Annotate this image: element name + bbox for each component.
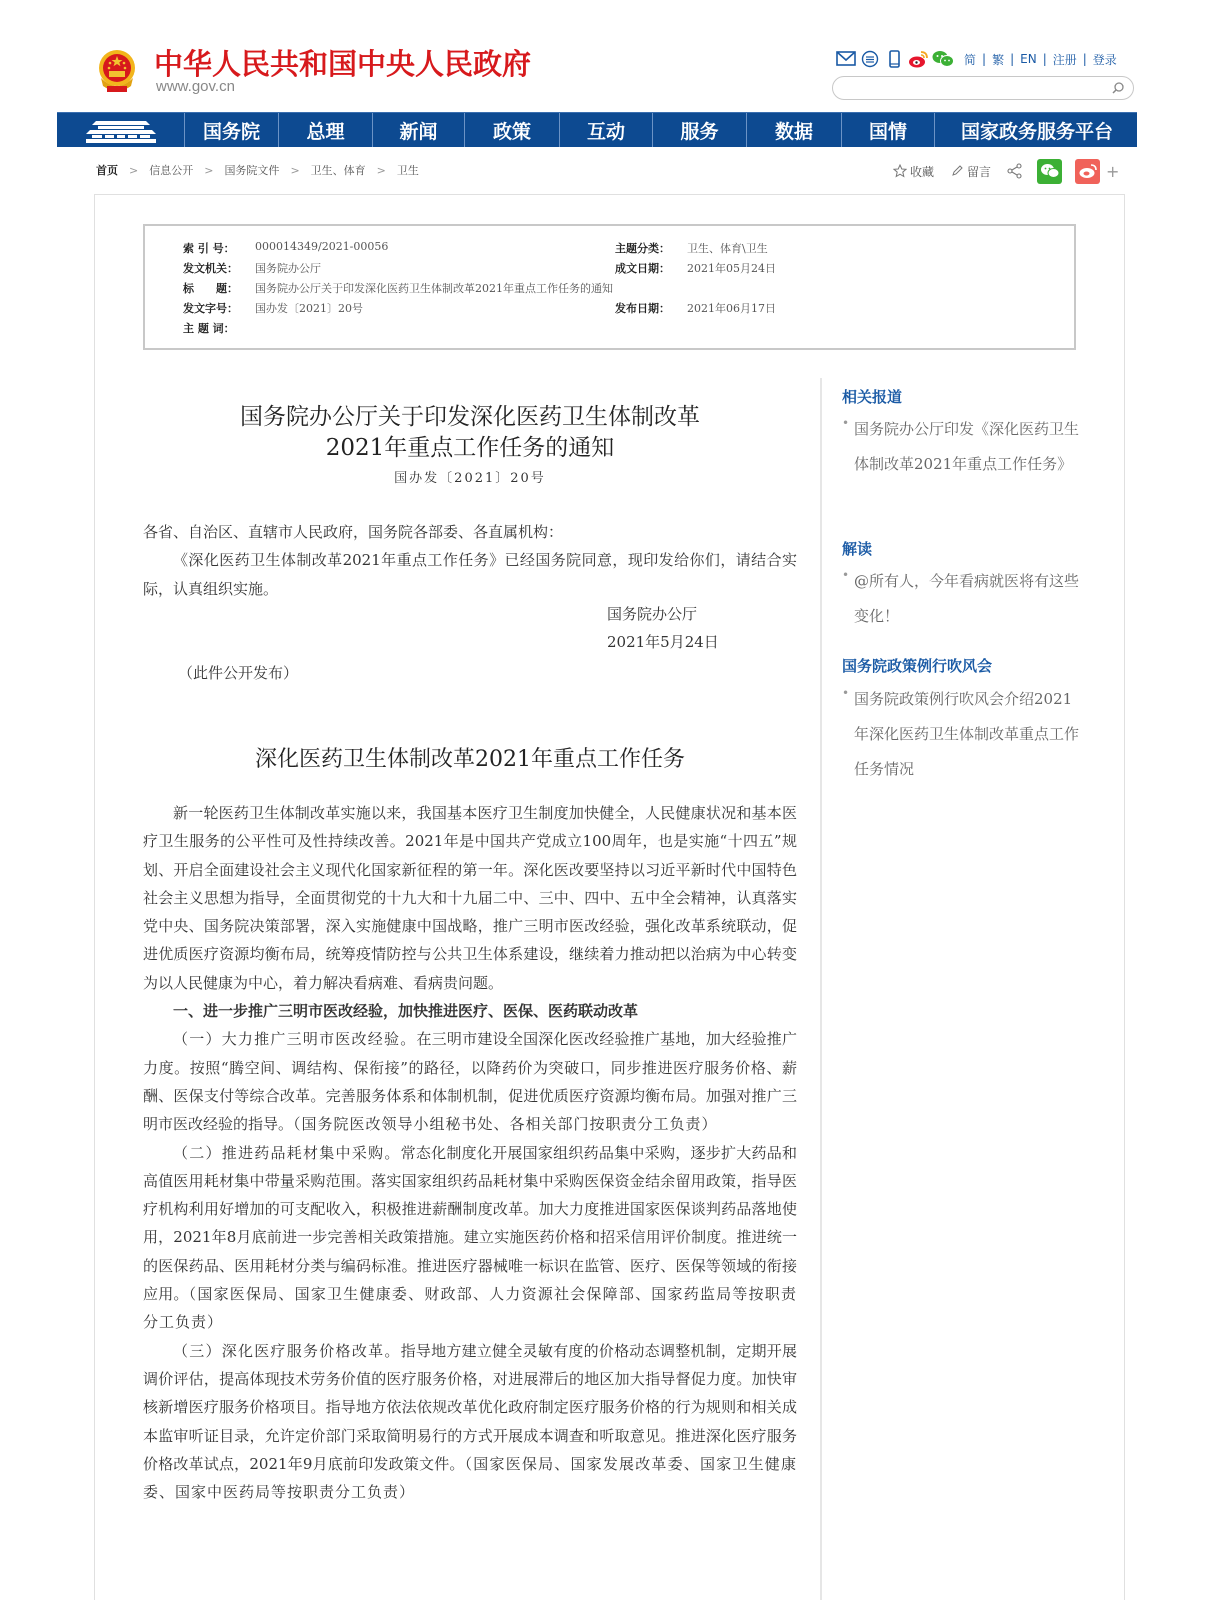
heading-section-1: 一、进一步推广三明市医改经验，加快推进医疗、医保、医药联动改革 (173, 1002, 639, 1021)
sign-date: 2021年5月24日 (607, 633, 719, 651)
sidebar-heading-briefing[interactable]: 国务院政策例行吹风会 (842, 657, 993, 675)
item-2-body: 常态化制度化开展国家组织药品集中采购，逐步扩大药品和高值医用耗材集中带量采购范围。落实国家组织药品耗材集中采购医保资金结余留用政策，指导医疗机构利用好增加的可支配收入，积极推进薪酬制度改革。加大力度推进国家医保谈判药品落地使用，2021年8月底前进一步完善相关政策措施。建立实施医药价格和招采信用评价制度。推进统一的医保药品、医用耗材分类与编码标准。推进医疗器械唯一标识在监管、医疗、医保等领域的衔接应用。 (143, 1143, 797, 1304)
sidebar-link-label: 国务院政策例行吹风会介绍2021年深化医药卫生体制改革重点工作任务情况 (854, 690, 1080, 778)
info-category-value: 卫生、体育\卫生 (687, 242, 768, 255)
info-published-value: 2021年06月17日 (687, 302, 776, 315)
intro-paragraph: 《深化医药卫生体制改革2021年重点工作任务》已经国务院同意，现印发给你们，请结合实际，认真组织实施。 (143, 551, 797, 598)
separator: | (982, 52, 987, 66)
nav-item-gov-service-platform[interactable]: 国家政务服务平台 (961, 121, 1114, 143)
mail-icon[interactable] (836, 50, 856, 68)
sidebar-link-interpretation[interactable] (842, 564, 1087, 634)
bullet: • (842, 416, 850, 430)
info-issuer-value: 国务院办公厅 (255, 262, 321, 275)
sign-org: 国务院办公厅 (607, 605, 698, 623)
item-1-body: 在三明市建设全国深化医改经验推广基地，加大经验推广力度。按照“腾空间、调结构、保衔接”的路径，以降药价为突破口，同步推进医疗服务价格、薪酬、医保支付等综合改革。完善服务体系和体制机制，促进优质医疗资源均衡布局。加强对推广三明市医改经验的指导。 (143, 1030, 797, 1134)
bullet: • (842, 686, 850, 700)
nav-item-policy[interactable]: 政策 (465, 113, 560, 147)
site-header (0, 0, 1217, 110)
info-issuer (183, 260, 321, 276)
item-3-responsible: （国家医保局、国家发展改革委、国家卫生健康委、国家中医药局等按职责分工负责） (143, 1454, 797, 1502)
wechat-icon[interactable] (932, 50, 954, 68)
share-bar (893, 158, 1119, 184)
info-published-date (615, 300, 776, 316)
share-weibo-button[interactable] (1075, 159, 1100, 184)
sidebar-heading-interpretation[interactable]: 解读 (842, 540, 873, 558)
public-note: （此件公开发布） (178, 664, 299, 682)
paragraph-intro: 新一轮医药卫生体制改革实施以来，我国基本医疗卫生制度加快健全，人民健康状况和基本医疗卫生服务的公平性可及性持续改善。2021年是中国共产党成立100周年，也是实施“十四五”规划、开启全面建设社会主义现代化国家新征程的第一年。深化医改要坚持以习近平新时代中国特色社会主义思想为指导，全面贯彻党的十九大和十九届二中、三中、四中、五中全会精神，认真落实党中央、国务院决策部署，深入实施健康中国战略，推广三明市医改经验，强化改革系统联动，促进优质医疗资源均衡布局，统筹疫情防控与公共卫生体系建设，继续着力推动把以治病为中心转变为以人民健康为中心，着力解决看病难、看病贵问题。 (143, 804, 797, 992)
info-title-value: 国务院办公厅关于印发深化医药卫生体制改革2021年重点工作任务的通知 (255, 282, 613, 295)
search-box (832, 76, 1134, 100)
nav-item-premier[interactable]: 总理 (279, 113, 373, 147)
wechat-icon (1040, 163, 1060, 179)
item-3-body: 指导地方建立健全灵敏有度的价格动态调整机制，定期开展调价评估，提高体现技术劳务价值的医疗服务价格，对进展滞后的地区加大指导督促力度。加快审核新增医疗服务价格项目。指导地方依法依规改革优化政府制定医疗服务价格的行为规则和相关成本监审听证目录，允许定价部门采取简明易行的方式开展成本调查和听取意见。推进深化医疗服务价格改革试点，2021年9月底前印发政策文件。 (143, 1341, 797, 1473)
info-keywords (183, 320, 255, 336)
share-icon[interactable] (1007, 163, 1023, 179)
separator: | (1082, 52, 1087, 66)
document-info-box (143, 224, 1076, 350)
item-2-lead: （二）推进药品耗材集中采购。 (173, 1143, 401, 1162)
top-links (964, 51, 1117, 68)
comment-button[interactable] (950, 163, 991, 180)
article-doc-number: 国办发〔2021〕20号 (394, 471, 546, 486)
lang-english-link[interactable]: EN (1020, 52, 1037, 66)
info-docno (183, 300, 363, 316)
info-docno-label: 发文字号： (183, 302, 238, 315)
search-input[interactable] (843, 77, 1113, 99)
info-written-value: 2021年05月24日 (687, 262, 776, 275)
info-written-date (615, 260, 776, 276)
info-index-value: 000014349/2021-00056 (255, 240, 389, 253)
lang-simplified-link[interactable]: 简 (964, 52, 977, 67)
breadcrumb-health-sports[interactable]: 卫生、体育 (310, 164, 366, 177)
info-index-label: 索 引 号： (183, 242, 235, 255)
salutation: 各省、自治区、直辖市人民政府，国务院各部委、各直属机构： (143, 523, 564, 541)
tiananmen-icon (82, 117, 160, 145)
search-icon[interactable] (1111, 81, 1125, 95)
breadcrumb-separator: > (204, 163, 214, 177)
nav-item-national-info[interactable]: 国情 (842, 113, 935, 147)
breadcrumb-health[interactable]: 卫生 (396, 164, 419, 177)
breadcrumb-state-council-docs[interactable]: 国务院文件 (224, 164, 280, 177)
message-icon[interactable] (860, 50, 880, 68)
article-body (143, 799, 797, 1506)
info-issuer-label: 发文机关： (183, 262, 238, 275)
share-wechat-button[interactable] (1037, 159, 1062, 184)
breadcrumb-info-disclosure[interactable]: 信息公开 (149, 164, 194, 177)
article-title (143, 402, 797, 464)
mobile-icon[interactable] (884, 50, 904, 68)
info-written-label: 成文日期： (615, 262, 670, 275)
breadcrumb-separator: > (129, 163, 139, 177)
nav-item-state-council[interactable]: 国务院 (185, 113, 279, 147)
article-notice (143, 518, 797, 603)
favorite-button[interactable] (893, 163, 934, 180)
info-index (183, 240, 388, 256)
sidebar-link-label: 国务院办公厅印发《深化医药卫生体制改革2021年重点工作任务》 (854, 420, 1080, 473)
weibo-icon[interactable] (908, 50, 928, 68)
pencil-icon (950, 164, 964, 178)
nav-item-service[interactable]: 服务 (653, 113, 747, 147)
breadcrumb-separator: > (290, 163, 300, 177)
bullet: • (842, 568, 850, 582)
paragraph-item-3 (143, 1337, 797, 1507)
separator: | (1042, 52, 1047, 66)
section-title: 深化医药卫生体制改革2021年重点工作任务 (255, 747, 685, 772)
favorite-label: 收藏 (910, 164, 935, 179)
nav-item-data[interactable]: 数据 (747, 113, 842, 147)
weibo-icon (1078, 163, 1098, 179)
sidebar-link-related-report[interactable] (842, 412, 1087, 482)
register-link[interactable]: 注册 (1052, 52, 1077, 67)
nav-item-interaction[interactable]: 互动 (560, 113, 653, 147)
sidebar-heading-related-reports[interactable]: 相关报道 (842, 388, 903, 406)
article-title-line1: 国务院办公厅关于印发深化医药卫生体制改革 (240, 404, 700, 430)
breadcrumb-separator: > (376, 163, 386, 177)
paragraph-item-1 (143, 1025, 797, 1138)
item-2-responsible: （国家医保局、国家卫生健康委、财政部、人力资源社会保障部、国家药监局等按职责分工负责） (143, 1285, 797, 1332)
top-tools (836, 49, 1117, 69)
site-url[interactable]: www.gov.cn (156, 78, 235, 95)
item-1-responsible: （国务院医改领导小组秘书处、各相关部门按职责分工负责） (293, 1115, 718, 1134)
star-icon (893, 164, 907, 178)
separator: | (1010, 52, 1015, 66)
info-title-label: 标 题： (183, 282, 238, 295)
related-sidebar (820, 378, 1100, 1600)
info-category-label: 主题分类： (615, 242, 670, 255)
info-published-label: 发布日期： (615, 302, 670, 315)
item-1-lead: （一）大力推广三明市医改经验。 (173, 1030, 417, 1049)
sidebar-link-label: @所有人，今年看病就医将有这些变化！ (854, 572, 1080, 625)
site-title[interactable]: 中华人民共和国中央人民政府 (154, 47, 532, 81)
national-emblem-logo[interactable] (95, 48, 139, 96)
nav-item-news[interactable]: 新闻 (373, 113, 465, 147)
main-nav (57, 112, 1137, 147)
lang-traditional-link[interactable]: 繁 (992, 52, 1005, 67)
info-title (183, 280, 613, 296)
sidebar-link-briefing[interactable] (842, 682, 1087, 787)
login-link[interactable]: 登录 (1092, 52, 1117, 67)
more-share-button[interactable]: + (1106, 161, 1120, 181)
comment-label: 留言 (967, 164, 992, 179)
article-title-line2: 2021年重点工作任务的通知 (325, 435, 615, 461)
breadcrumb-home[interactable]: 首页 (96, 164, 118, 177)
item-3-lead: （三）深化医疗服务价格改革。 (173, 1341, 401, 1360)
nav-home[interactable] (57, 113, 185, 147)
info-docno-value: 国办发〔2021〕20号 (255, 302, 363, 315)
breadcrumb (96, 162, 419, 178)
paragraph-item-2 (143, 1139, 797, 1337)
info-keywords-label: 主 题 词： (183, 322, 235, 335)
info-category (615, 240, 768, 256)
